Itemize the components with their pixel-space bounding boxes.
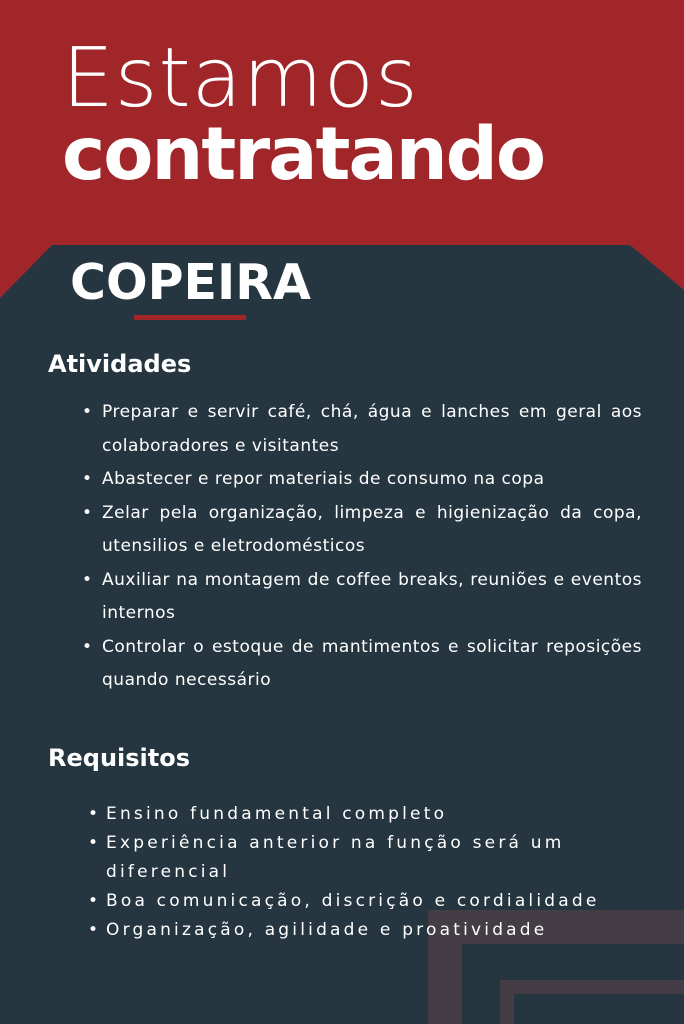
requirement-item: • Boa comunicação, discrição e cordialidade [86,887,636,916]
requirement-item: • Organização, agilidade e proatividade [86,916,636,945]
activities-heading: Atividades [48,350,192,378]
activity-item: • Preparar e servir café, chá, água e lanches em geral aos colaboradores e visitantes [80,396,642,463]
activity-item: • Abastecer e repor materiais de consumo na copa [80,463,642,497]
activity-item: • Controlar o estoque de mantimentos e solicitar reposições quando necessário [80,631,642,698]
job-title: COPEIRA [70,254,311,311]
requirements-heading: Requisitos [48,744,191,772]
headline-contratando: contratando [62,112,545,197]
decorative-frame-inner [500,980,684,1024]
requirement-item: • Ensino fundamental completo [86,800,636,829]
headline-estamos: Estamos [62,31,419,126]
job-title-underline [134,315,246,320]
activities-list [80,396,642,698]
activity-item: • Zelar pela organização, limpeza e higienização da copa, utensilios e eletrodomésticos [80,497,642,564]
requirements-list [86,800,636,945]
requirement-item: • Experiência anterior na função será um diferencial [86,829,636,887]
activity-item: • Auxiliar na montagem de coffee breaks, reuniões e eventos internos [80,564,642,631]
